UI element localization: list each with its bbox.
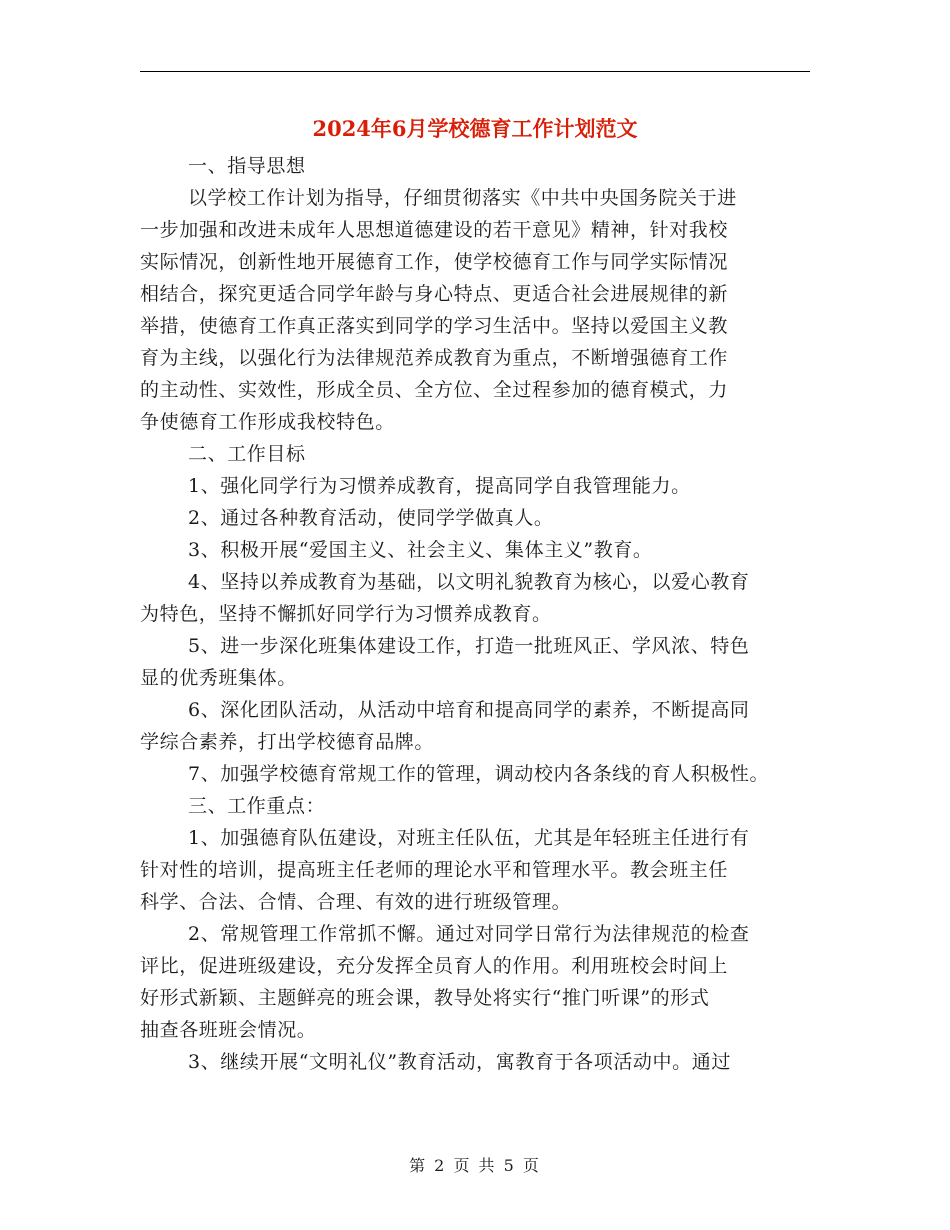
page-footer: 第 2 页 共 5 页: [409, 1156, 541, 1175]
body-line: 4、坚持以养成教育为基础，以文明礼貌教育为核心，以爱心教育: [188, 571, 750, 593]
body-line: 争使德育工作形成我校特色。: [140, 411, 395, 433]
body-line: 6、深化团队活动，从活动中培育和提高同学的素养，不断提高同: [188, 699, 750, 721]
body-line: 实际情况，创新性地开展德育工作，使学校德育工作与同学实际情况: [140, 251, 729, 273]
body-line: 相结合，探究更适合同学年龄与身心特点、更适合社会进展规律的新: [140, 283, 729, 305]
body-line: 3、继续开展“文明礼仪”教育活动，寓教育于各项活动中。通过: [188, 1051, 731, 1073]
body-line: 3、积极开展“爱国主义、社会主义、集体主义”教育。: [188, 539, 653, 561]
body-line: 好形式新颖、主题鲜亮的班会课，教导处将实行“推门听课”的形式: [140, 987, 710, 1009]
body-line: 以学校工作计划为指导，仔细贯彻落实《中共中央国务院关于进: [188, 187, 737, 209]
body-line: 一步加强和改进未成年人思想道德建设的若干意见》精神，针对我校: [140, 219, 729, 241]
body-line: 1、加强德育队伍建设，对班主任队伍，尤其是年轻班主任进行有: [188, 827, 750, 849]
header-rule: [140, 71, 810, 72]
body-line: 1、强化同学行为习惯养成教育，提高同学自我管理能力。: [188, 475, 691, 497]
body-line: 三、工作重点：: [188, 795, 326, 817]
body-line: 2、常规管理工作常抓不懈。通过对同学日常行为法律规范的检查: [188, 923, 750, 945]
body-line: 抽查各班班会情况。: [140, 1019, 317, 1041]
body-line: 为特色，坚持不懈抓好同学行为习惯养成教育。: [140, 603, 552, 625]
body-line: 科学、合法、合情、合理、有效的进行班级管理。: [140, 891, 572, 913]
document-title: 2024年6月学校德育工作计划范文: [312, 116, 638, 141]
body-line: 举措，使德育工作真正落实到同学的学习生活中。坚持以爱国主义教: [140, 315, 729, 337]
body-line: 2、通过各种教育活动，使同学学做真人。: [188, 507, 554, 529]
document-body: [140, 150, 820, 1078]
body-line: 7、加强学校德育常规工作的管理，调动校内各条线的育人积极性。: [188, 763, 770, 785]
body-line: 的主动性、实效性，形成全员、全方位、全过程参加的德育模式，力: [140, 379, 729, 401]
body-line: 育为主线，以强化行为法律规范养成教育为重点，不断增强德育工作: [140, 347, 729, 369]
body-line: 二、工作目标: [188, 443, 306, 465]
body-line: 针对性的培训，提高班主任老师的理论水平和管理水平。教会班主任: [140, 859, 729, 881]
body-line: 学综合素养，打出学校德育品牌。: [140, 731, 435, 753]
body-line: 评比，促进班级建设，充分发挥全员育人的作用。利用班校会时间上: [140, 955, 729, 977]
body-line: 一、指导思想: [188, 155, 306, 177]
body-line: 5、进一步深化班集体建设工作，打造一批班风正、学风浓、特色: [188, 635, 750, 657]
body-line: 显的优秀班集体。: [140, 667, 297, 689]
